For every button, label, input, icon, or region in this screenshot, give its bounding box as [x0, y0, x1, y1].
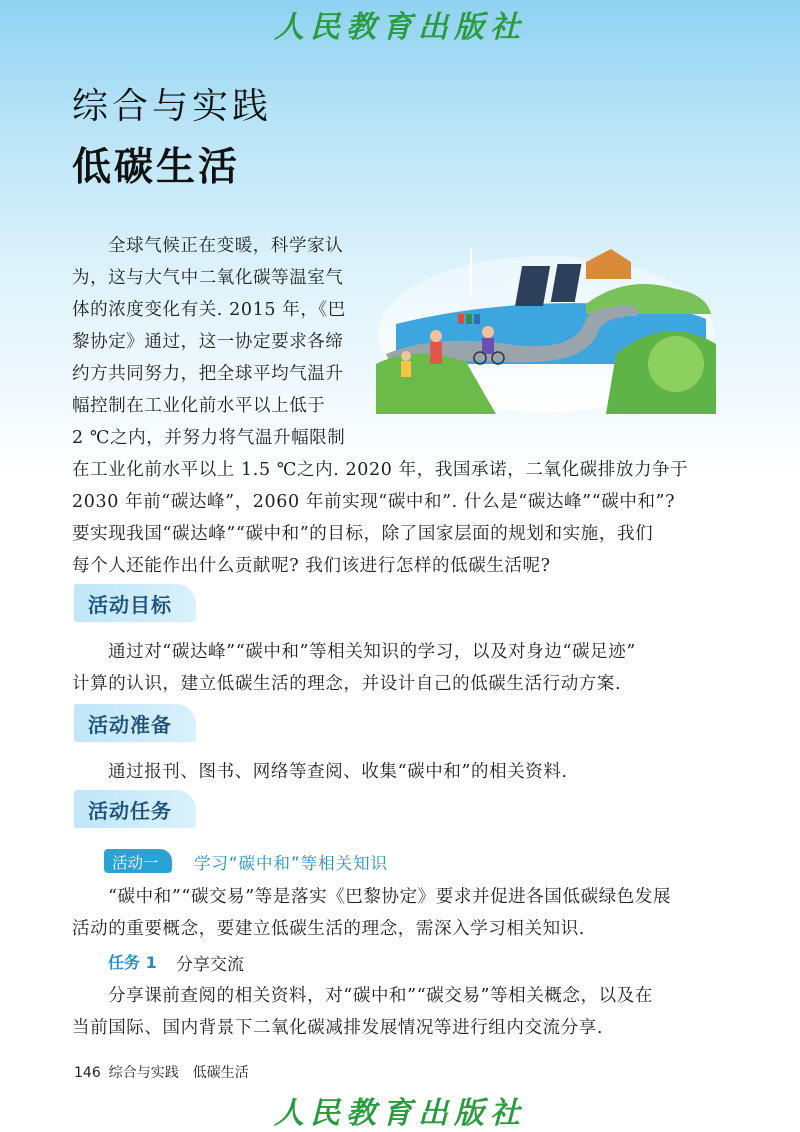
- recycle-bin-icon: [458, 314, 464, 324]
- section-heading-label: 活动目标: [88, 593, 172, 617]
- page-footer: [74, 1062, 249, 1082]
- activity-title: 学习“碳中和”等相关知识: [194, 854, 389, 873]
- footer-text: 综合与实践 低碳生活: [108, 1065, 249, 1081]
- activity-line: 活动的重要概念，要建立低碳生活的理念，需深入学习相关知识.: [72, 919, 585, 939]
- task-title: 分享交流: [176, 955, 244, 975]
- intro-line: 体的浓度变化有关. 2015 年，《巴: [72, 300, 346, 320]
- page-title: 低碳生活: [72, 145, 241, 190]
- intro-line: 幅控制在工业化前水平以上低于: [72, 396, 326, 416]
- intro-line: 每个人还能作出什么贡献呢? 我们该进行怎样的低碳生活呢?: [72, 556, 551, 576]
- house-icon: [586, 249, 631, 279]
- section-heading-goal: [74, 584, 196, 622]
- task-line: 分享课前查阅的相关资料，对“碳中和”“碳交易”等相关概念，以及在: [108, 986, 653, 1006]
- section-heading-label: 活动准备: [88, 713, 172, 737]
- publisher-logo-bottom: 人民教育出版社: [274, 1096, 526, 1131]
- page-number: 146: [74, 1065, 101, 1081]
- activity-line: “碳中和”“碳交易”等是落实《巴黎协定》要求并促进各国低碳绿色发展: [108, 887, 672, 907]
- cyclist-icon: [482, 326, 494, 338]
- goal-line: 计算的认识，建立低碳生活的理念，并设计自己的低碳生活行动方案.: [72, 674, 622, 694]
- activity-badge: [104, 849, 172, 873]
- intro-line: 约方共同努力，把全球平均气温升: [72, 364, 344, 384]
- activity-badge-label: 活动一: [112, 854, 159, 872]
- child-icon: [401, 351, 411, 361]
- low-carbon-scene-illustration: [376, 244, 716, 414]
- prep-line: 通过报刊、图书、网络等查阅、收集“碳中和”的相关资料.: [108, 762, 568, 782]
- section-heading-task: [74, 790, 196, 828]
- intro-line: 为，这与大气中二氧化碳等温室气: [72, 268, 344, 288]
- intro-line: 全球气候正在变暖，科学家认: [108, 236, 344, 256]
- recycle-bin-icon: [466, 314, 472, 324]
- publisher-logo-top: 人民教育出版社: [274, 10, 526, 45]
- intro-line: 黎协定》通过，这一协定要求各缔: [72, 332, 344, 352]
- intro-line: 要实现我国“碳达峰”“碳中和”的目标，除了国家层面的规划和实施，我们: [72, 524, 654, 544]
- intro-line: 2 ℃之内，并努力将气温升幅限制: [72, 428, 346, 448]
- section-heading-label: 活动任务: [88, 799, 172, 823]
- intro-line: 在工业化前水平以上 1.5 ℃之内. 2020 年，我国承诺，二氧化碳排放力争于: [72, 460, 689, 480]
- task-label: 任务 1: [108, 953, 157, 972]
- section-heading-prep: [74, 704, 196, 742]
- intro-line: 2030 年前“碳达峰”，2060 年前实现“碳中和”. 什么是“碳达峰”“碳中和”?: [72, 492, 676, 512]
- person-icon: [430, 330, 442, 342]
- task-line: 当前国际、国内背景下二氧化碳减排发展情况等进行组内交流分享.: [72, 1018, 604, 1038]
- recycle-bin-icon: [474, 314, 480, 324]
- goal-line: 通过对“碳达峰”“碳中和”等相关知识的学习，以及对身边“碳足迹”: [108, 642, 636, 662]
- page-title-category: 综合与实践: [72, 86, 273, 127]
